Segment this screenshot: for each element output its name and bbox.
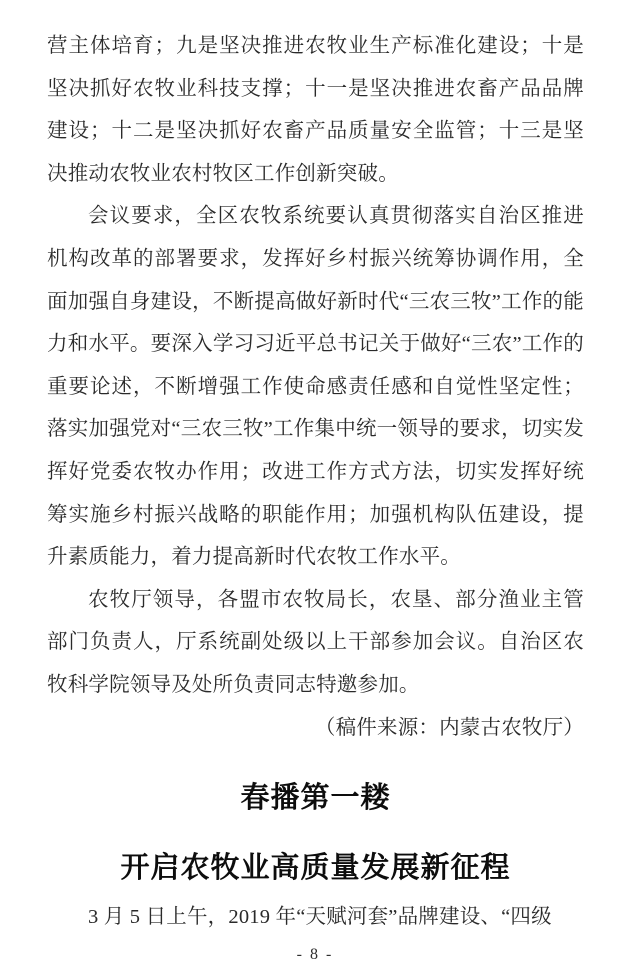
body-paragraph-continuation: 营主体培育；九是坚决推进农牧业生产标准化建设；十是坚决抓好农牧业科技支撑；十一是坚决推进农畜产品品牌建设；十二是坚决抓好农畜产品质量安全监管；十三是坚决推动农牧业农村牧区工作创新突破。 xyxy=(47,35,584,185)
article-title-line1: 春播第一耧 xyxy=(240,782,391,815)
body-paragraph-attendees: 农牧厅领导，各盟市农牧局长，农垦、部分渔业主管部门负责人，厅系统副处级以上干部参加会议。自治区农牧科学院领导及处所负责同志特邀参加。 xyxy=(47,588,584,696)
body-paragraph-meeting-requirements: 会议要求，全区农牧系统要认真贯彻落实自治区推进机构改革的部署要求，发挥好乡村振兴统筹协调作用，全面加强自身建设，不断提高做好新时代“三农三牧”工作的能力和水平。要深入学习习近平总书记关于做好“三农”工作的重要论述，不断增强工作使命感责任感和自觉性坚定性；落实加强党对“三农三牧”工作集中统一领导的要求，切实发挥好党委农牧办作用；改进工作方式方法，切实发挥好统筹实施乡村振兴战略的职能作用；加强机构队伍建设，提升素质能力，着力提高新时代农牧工作水平。 xyxy=(47,205,584,569)
article-title-line2: 开启农牧业高质量发展新征程 xyxy=(120,852,511,885)
source-attribution: （稿件来源：内蒙古农牧厅） xyxy=(314,716,584,739)
page-number: - 8 - xyxy=(296,946,334,963)
body-paragraph-next-article: 3 月 5 日上午，2019 年“天赋河套”品牌建设、“四级 xyxy=(88,906,552,929)
